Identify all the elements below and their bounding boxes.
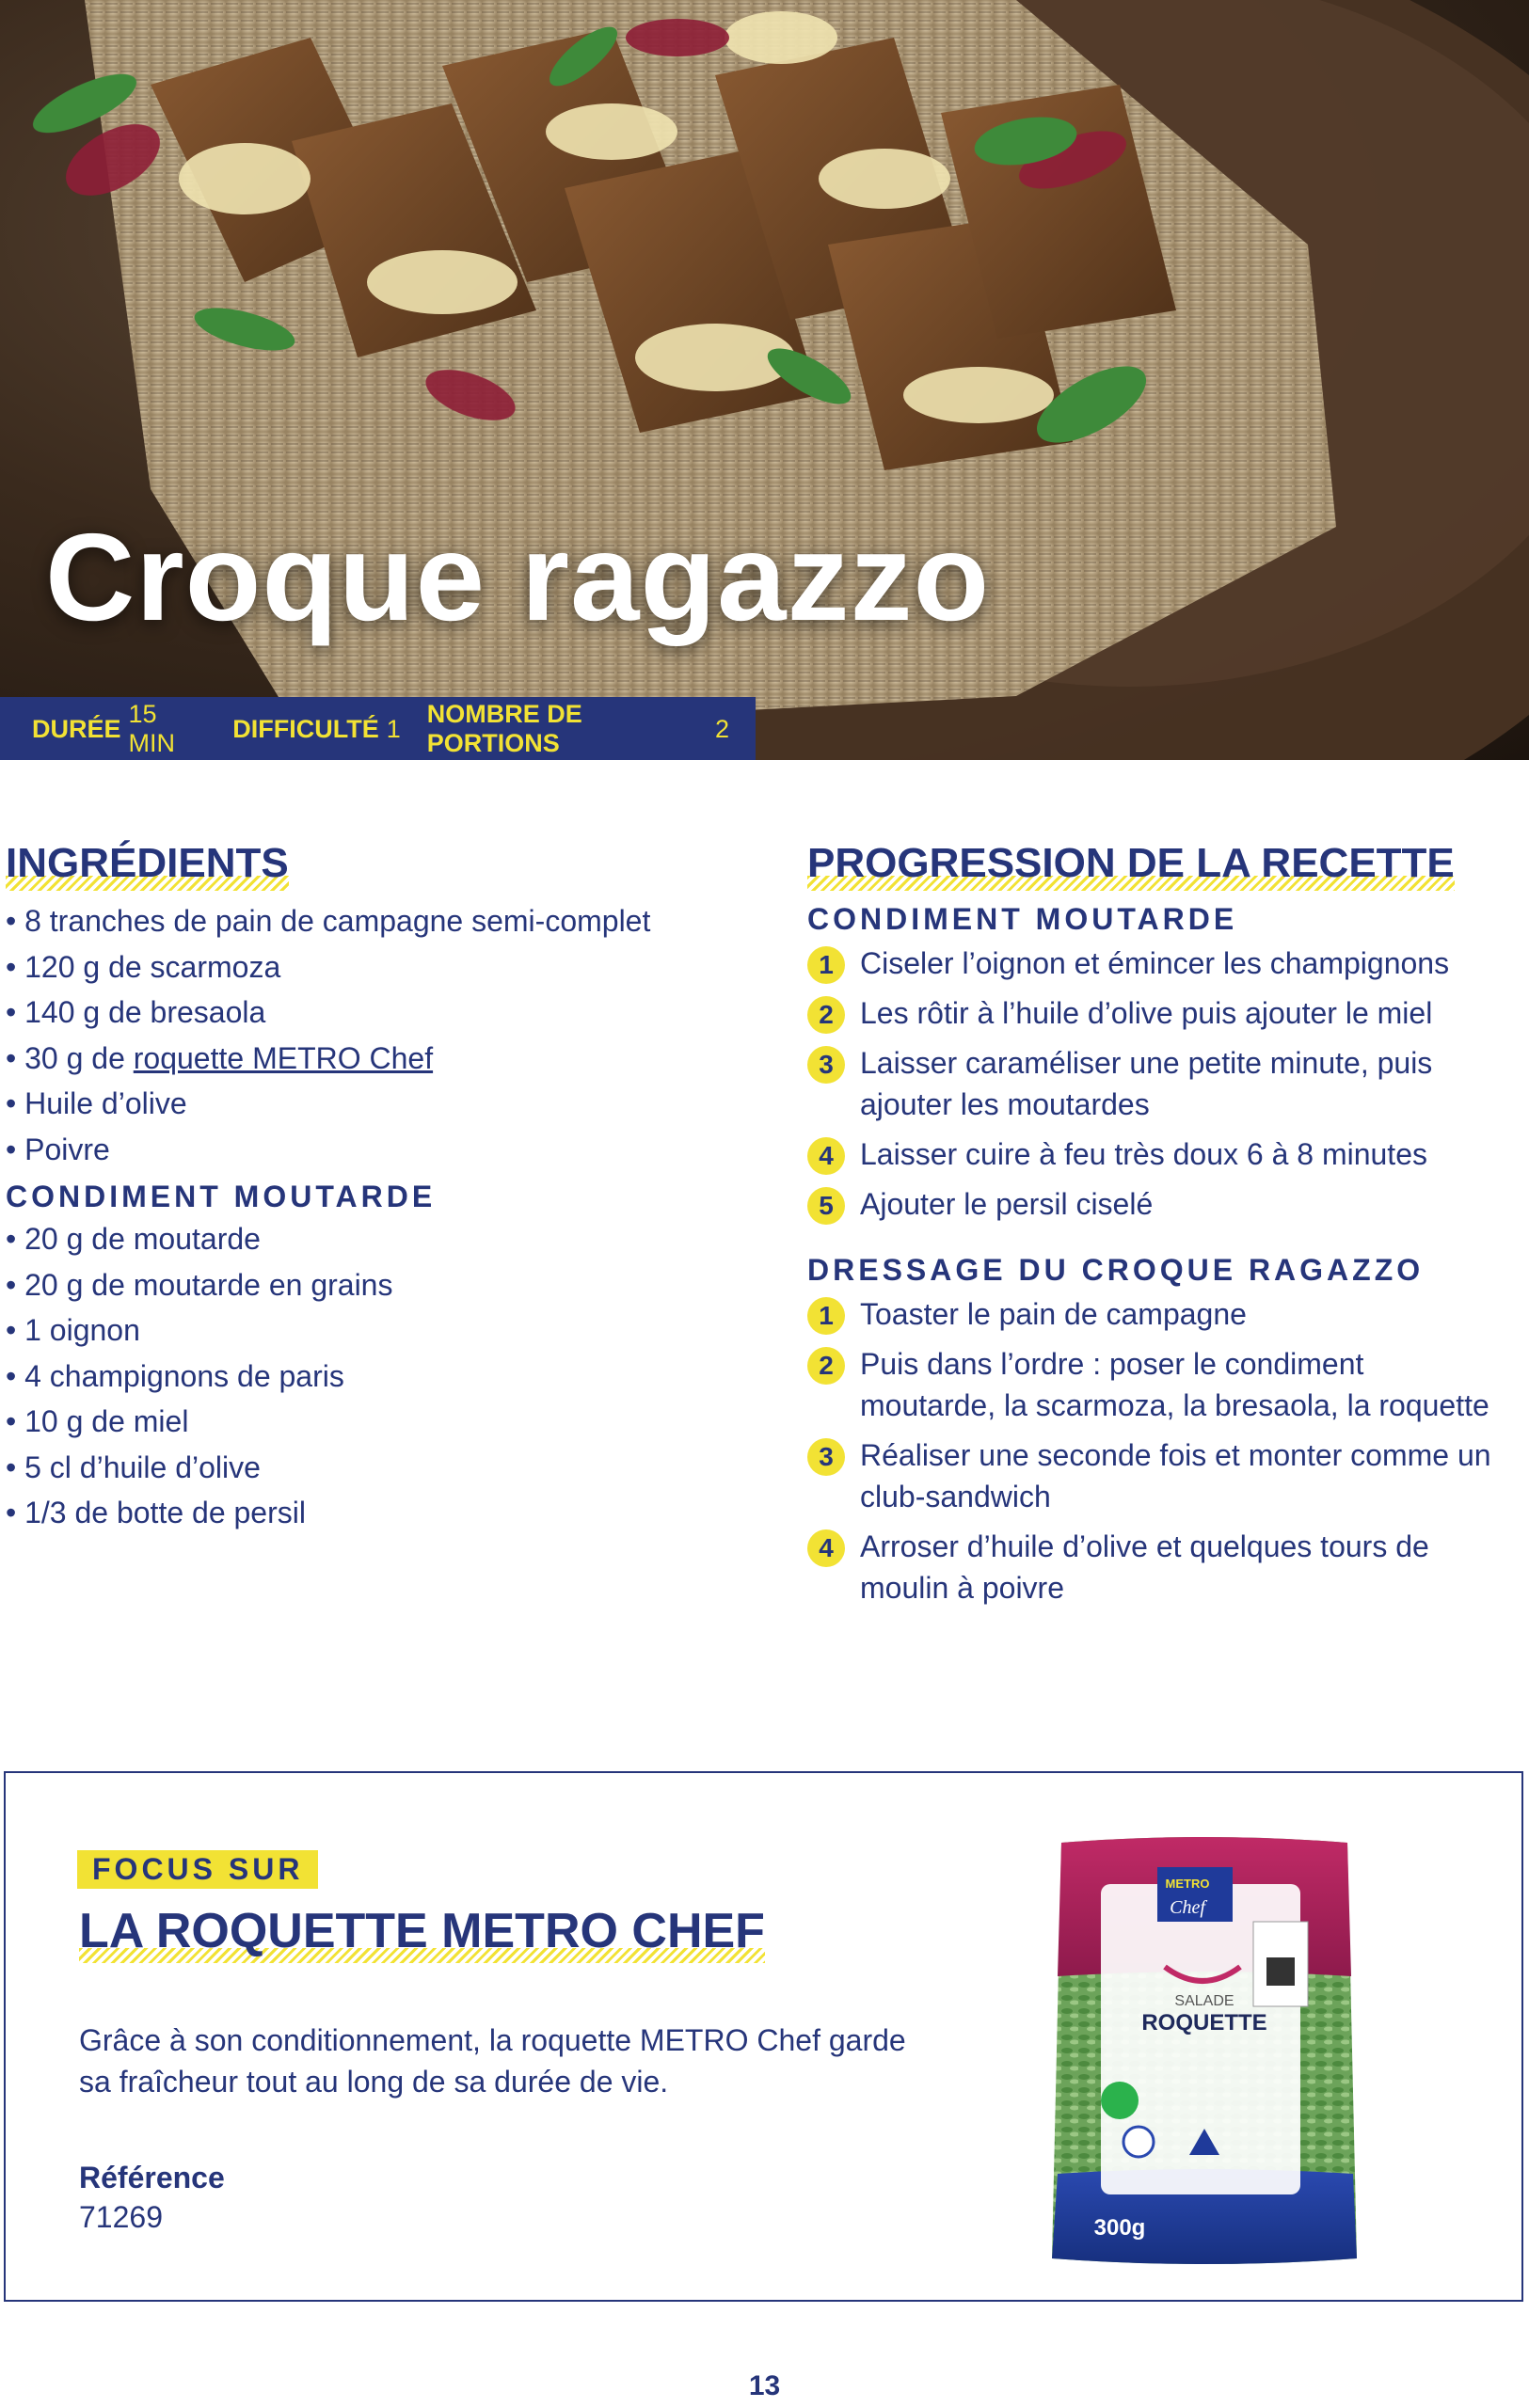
portions-value: 2	[714, 714, 729, 743]
list-item-text: 30 g de	[24, 1040, 134, 1075]
steps-section	[807, 840, 1504, 1617]
step-item	[807, 1183, 1504, 1225]
condiment-steps-subtitle: CONDIMENT MOUTARDE	[807, 902, 1238, 936]
step-text: Ciseler l’oignon et émincer les champignons	[860, 946, 1450, 980]
duration-label: DURÉE	[32, 714, 121, 743]
step-item	[807, 1293, 1504, 1335]
list-item: • 140 g de bresaola	[6, 990, 758, 1036]
step-text: Puis dans l’ordre : poser le condiment moutarde, la scarmoza, la bresaola, la roquette	[860, 1347, 1489, 1422]
step-number-badge: 5	[807, 1187, 845, 1225]
list-item: • 1/3 de botte de persil	[6, 1490, 758, 1536]
portions-label: NOMBRE DE PORTIONS	[426, 700, 582, 757]
step-number-badge: 1	[807, 1297, 845, 1335]
list-item: • 120 g de scarmoza	[6, 944, 758, 990]
difficulty-value: 1	[386, 714, 401, 743]
reference-value: 71269	[79, 2200, 163, 2234]
difficulty-label: DIFFICULTÉ	[232, 714, 379, 743]
list-item: • 20 g de moutarde en grains	[6, 1262, 758, 1308]
step-text: Les rôtir à l’huile d’olive puis ajouter le miel	[860, 996, 1433, 1030]
list-item: • 10 g de miel	[6, 1399, 758, 1445]
ingredients-title: INGRÉDIENTS	[6, 840, 289, 886]
step-item	[807, 1434, 1504, 1517]
step-item	[807, 1343, 1504, 1426]
step-text: Ajouter le persil ciselé	[860, 1187, 1154, 1221]
ingredients-list	[6, 898, 758, 1172]
bag-weight: 300g	[1093, 2215, 1146, 2241]
step-number-badge: 2	[807, 1347, 845, 1385]
focus-description: Grâce à son conditionnement, la roquette METRO Chef garde sa fraîcheur tout au long de sa durée de vie.	[79, 2023, 906, 2099]
step-text: Toaster le pain de campagne	[860, 1297, 1247, 1331]
list-item: • Huile d’olive	[6, 1081, 758, 1127]
focus-tag: FOCUS SUR	[77, 1850, 318, 1889]
step-item	[807, 943, 1504, 984]
roquette-link[interactable]: roquette METRO Chef	[133, 1040, 434, 1075]
duration-value: 15 MIN	[128, 700, 176, 757]
list-item	[6, 1036, 758, 1082]
list-item: • 1 oignon	[6, 1307, 758, 1354]
step-number-badge: 2	[807, 996, 845, 1034]
step-number-badge: 4	[807, 1137, 845, 1175]
roquette-product-bag	[1044, 1835, 1364, 2268]
step-number-badge: 1	[807, 946, 845, 984]
step-text: Réaliser une seconde fois et monter comme un club-sandwich	[860, 1438, 1491, 1513]
step-number-badge: 3	[807, 1438, 845, 1476]
list-item: • Poivre	[6, 1127, 758, 1173]
step-text: Laisser caraméliser une petite minute, puis ajouter les moutardes	[860, 1046, 1433, 1121]
bag-category: SALADE	[1174, 1993, 1234, 2009]
recipe-title: Croque ragazzo	[45, 508, 991, 646]
list-item: • 20 g de moutarde	[6, 1216, 758, 1262]
list-item: • 8 tranches de pain de campagne semi-complet	[6, 898, 758, 944]
recipe-meta-bar	[0, 697, 756, 760]
bag-brand: METRO	[1165, 1877, 1210, 1891]
focus-title: LA ROQUETTE METRO CHEF	[79, 1904, 765, 1958]
steps-title: PROGRESSION DE LA RECETTE	[807, 840, 1455, 886]
condiment-list	[6, 1216, 758, 1536]
dressage-subtitle: DRESSAGE DU CROQUE RAGAZZO	[807, 1253, 1425, 1287]
step-number-badge: 3	[807, 1046, 845, 1084]
ingredients-section	[6, 840, 758, 1536]
list-item: • 5 cl d’huile d’olive	[6, 1445, 758, 1491]
step-number-badge: 4	[807, 1529, 845, 1567]
list-item: • 4 champignons de paris	[6, 1354, 758, 1400]
page-number: 13	[748, 2370, 781, 2401]
step-item	[807, 1526, 1504, 1608]
step-item	[807, 992, 1504, 1034]
reference-label: Référence	[79, 2161, 225, 2194]
step-text: Arroser d’huile d’olive et quelques tours de moulin à poivre	[860, 1529, 1429, 1605]
hero-image	[0, 0, 1529, 760]
bag-sub-brand: Chef	[1170, 1897, 1205, 1918]
step-text: Laisser cuire à feu très doux 6 à 8 minutes	[860, 1137, 1427, 1171]
condiment-subtitle: CONDIMENT MOUTARDE	[6, 1180, 437, 1213]
bag-product-name: ROQUETTE	[1141, 2010, 1267, 2036]
step-item	[807, 1133, 1504, 1175]
step-item	[807, 1042, 1504, 1125]
focus-box	[4, 1771, 1523, 2302]
